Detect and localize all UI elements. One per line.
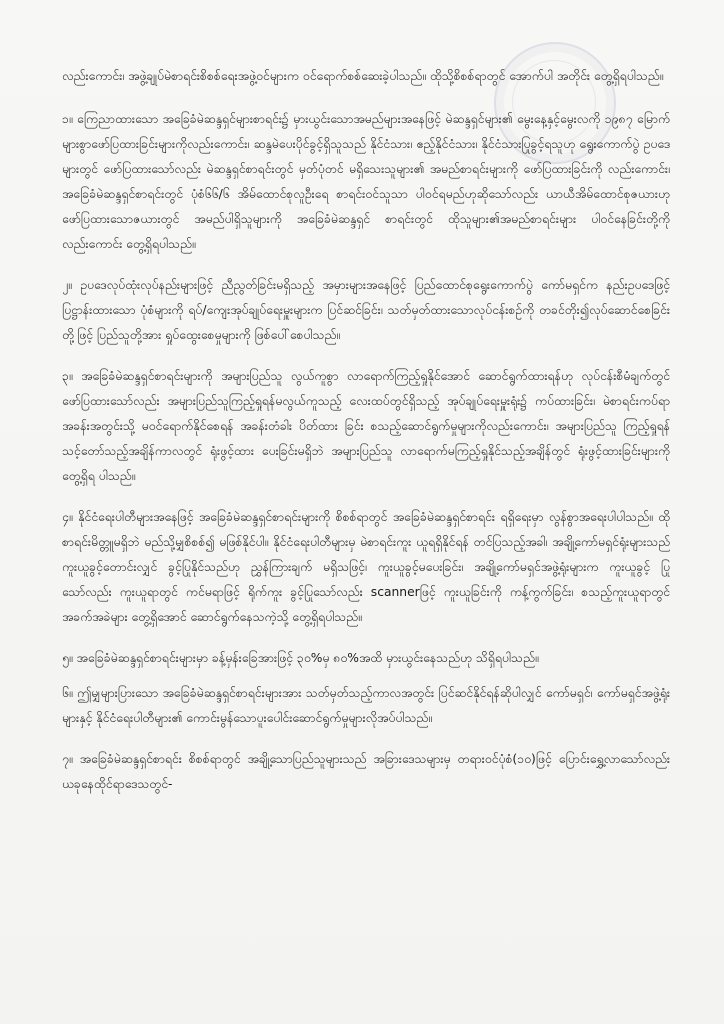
paragraph-5: ၅။ အခြေခံမဲဆန္ဒရှင်စာရင်းများမှာ ခန့်မှန်းခြေအားဖြင့် ၃၀%မှ ၈၀%အထိ မှားယွင်းနေသည်ဟု သိရှိရပါသည်။: [62, 651, 539, 665]
paragraph-2: ၂။ ဥပဒေလုပ်ထုံးလုပ်နည်းများဖြင့် ညီညွတ်ခြင်းမရှိသည့် အမှားများအနေဖြင့် ပြည်ထောင်စုရွေးကောက်ပွဲ ကော်မရှင်က နည်းဥပဒေဖြင့် ပြဋ္ဌာန်းထားသော ပုံစံများကို ရပ်/ကျေးအုပ်ချုပ်ရေးမှူးများက ပြင်ဆင်ခြင်း၊ သတ်မှတ်ထားသောလုပ်ငန်းစဉ်ကို တခင်တိုး၍လုပ်ဆောင်စေခြင်း တို့ဖြင့် ပြည်သူတို့အား ရှုပ်ထွေးစေမှုများကို ဖြစ်ပေါ်စေပါသည်။: [62, 278, 670, 342]
paragraph-1: ၁။ ကြေညာထားသော အခြေခံမဲဆန္ဒရှင်များစာရင်း၌ မှားယွင်းသောအမည်များအနေဖြင့် မဲဆန္ဒရှင်များ၏ မွေးနေ့နှင့်မွေးလကို ၁၉၈၇ မြောက်များစွာဖော်ပြထားခြင်းများကိုလည်းကောင်း၊ ဆန္ဒမဲပေးပိုင်ခွင့်ရှိသူသည် နိုင်ငံသား၊ ဧည့်နိုင်ငံသား၊ နိုင်ငံသားပြုခွင့်ရသူဟု ရွေးကောက်ပွဲ ဥပဒေများတွင် ဖော်ပြထားသော်လည်း မဲဆန္ဒရှင်စာရင်းတွင် မှတ်ပုံတင် မရှိသေးသူများ၏ အမည်စာရင်းများကို ဖော်ပြထားခြင်းကို လည်းကောင်း၊ အခြေခံမဲဆန္ဒရှင်စာရင်းတွင် ပုံစံ၆၆/၆ အိမ်ထောင်စုလူဦးရေ စာရင်းဝင်သူသာ ပါဝင်ရမည်ဟုဆိုသော်လည်း ယာယီအိမ်ထောင်စုဇယားဟု ဖော်ပြထားသောဇယားတွင် အမည်ပါရှိသူများကို အခြေခံမဲဆန္ဒရှင် စာရင်းတွင် ထိုသူများ၏အမည်စာရင်းများ ပါဝင်နေခြင်းတို့ကိုလည်းကောင်း တွေ့ရှိရပါသည်။: [62, 112, 670, 251]
paragraph-4: ၄။ နိုင်ငံရေးပါတီများအနေဖြင့် အခြေခံမဲဆန္ဒရှင်စာရင်းများကို စိစစ်ရာတွင် အခြေခံမဲဆန္ဒရှင်စာရင်း ရရှိရေးမှာ လွန်စွာအရေးပါပါသည်။ ထိုစာရင်းမိတ္တူမရှိဘဲ မည်သို့မျှစိစစ်၍ မဖြစ်နိုင်ပါ။ နိုင်ငံရေးပါတီများမှ မဲစာရင်းကူး ယူရရှိနိုင်ရန် တင်ပြသည့်အခါ၊ အချို့ကော်မရှင်ရုံးများသည် ကူးယူခွင့်တောင်းလျှင် ခွင့်ပြုနိုင်သည်ဟု ညွှန်ကြားချက် မရှိသဖြင့်၊ ကူးယူခွင့်မပေးခြင်း၊ အချို့ကော်မရှင်အဖွဲ့ရုံးများက ကူးယူခွင့် ပြုသော်လည်း ကူးယူရာတွင် ကင်မရာဖြင့် ရိုက်ကူး ခွင့်ပြုသော်လည်း scannerဖြင့် ကူးယူခြင်းကို ကန့်ကွက်ခြင်း၊ စသည့်ကူးယူရာတွင် အခက်အခဲများ တွေ့ရှိအောင် ဆောင်ရွက်နေသကဲ့သို့ တွေ့ရှိရပါသည်။: [62, 510, 670, 624]
paragraph-3: ၃။ အခြေခံမဲဆန္ဒရှင်စာရင်းများကို အများပြည်သူ လွယ်ကူစွာ လာရောက်ကြည့်ရှုနိုင်အောင် ဆောင်ရွက်ထားရန်ဟု လုပ်ငန်းစီမံချက်တွင် ဖော်ပြထားသော်လည်း အများပြည်သူကြည့်ရှုရန်မလွယ်ကူသည့် လေးထပ်တွင်ရှိသည့် အုပ်ချုပ်ရေးမှူးရုံး၌ ကပ်ထားခြင်း၊ မဲစာရင်းကပ်ရာအခန်းအတွင်းသို့ မဝင်ရောက်နိုင်စေရန် အခန်းတံခါး ပိတ်ထား ခြင်း စသည့်ဆောင်ရွက်မှုများကိုလည်းကောင်း၊ အများပြည်သူ ကြည့်ရှုရန် သင့်တော်သည့်အချိန်ကာလတွင် ရုံးဖွင့်ထား ပေးခြင်းမရှိဘဲ အများပြည်သူ လာရောက်မကြည့်ရှုနိုင်သည့်အချိန်တွင် ရုံးဖွင့်ထားခြင်းများကို တွေ့ရှိရ ပါသည်။: [62, 369, 670, 483]
document-body: [62, 64, 670, 813]
paragraph-intro: လည်းကောင်း၊ အဖွဲ့ချုပ်မဲစာရင်းစိစစ်ရေးအဖွဲ့ဝင်များက ဝင်ရောက်စစ်ဆေးခဲ့ပါသည်။ ထိုသို့စိစစ်ရာတွင် အောက်ပါ အတိုင်း တွေ့ရှိရပါသည်။: [62, 69, 664, 83]
paragraph-7: ၇။ အခြေခံမဲဆန္ဒရှင်စာရင်း စိစစ်ရာတွင် အချို့သောပြည်သူများသည် အခြားဒေသများမှ တရားဝင်ပုံစံ(၁၀)ဖြင့် ပြောင်းရွှေ့လာသော်လည်း ယခုနေထိုင်ရာဒေသတွင်-: [62, 752, 670, 791]
paragraph-6: ၆။ ဤမျှများပြားသော အခြေခံမဲဆန္ဒရှင်စာရင်းများအား သတ်မှတ်သည့်ကာလအတွင်း ပြင်ဆင်နိုင်ရန်ဆိုပါလျှင် ကော်မရှင်၊ ကော်မရှင်အဖွဲ့ရုံးများနှင့် နိုင်ငံရေးပါတီများ၏ ကောင်းမွန်သောပူးပေါင်းဆောင်ရွက်မှုများလိုအပ်ပါသည်။: [62, 686, 670, 725]
